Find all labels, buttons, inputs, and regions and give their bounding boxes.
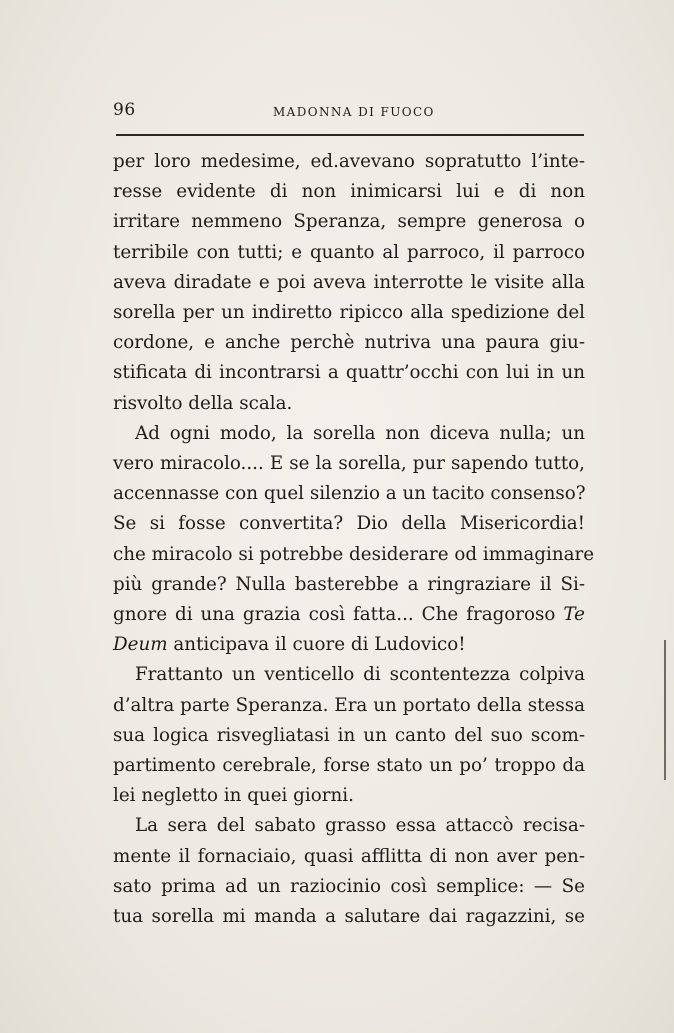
text-line: più grande? Nulla basterebbe a ringraziare il Si-	[113, 573, 585, 595]
text-line: sua logica risvegliatasi in un canto del suo scom-	[113, 724, 585, 746]
body-text	[113, 147, 595, 932]
page-edge-shadow	[664, 640, 666, 780]
running-title: MADONNA DI FUOCO	[273, 105, 435, 119]
page-number: 96	[113, 100, 136, 120]
text-line: che miracolo si potrebbe desiderare od immaginare	[113, 543, 595, 565]
header-rule	[116, 134, 584, 136]
text-line-with-italic	[113, 630, 585, 660]
text-line: tua sorella mi manda a salutare dai ragazzini, se	[113, 906, 585, 928]
text-segment: gnore di una grazia così fatta... Che fragoroso	[113, 604, 556, 626]
text-line: terribile con tutti; e quanto al parroco, il parroco	[113, 241, 585, 263]
italic-te: Te	[563, 604, 585, 626]
text-line: La sera del sabato grasso essa attaccò recisa-	[135, 815, 585, 837]
text-line: lei negletto in quei giorni.	[113, 785, 354, 807]
text-line: cordone, e anche perchè nutriva una paura giu-	[113, 332, 585, 354]
text-line: accennasse con quel silenzio a un tacito consenso?	[113, 483, 586, 505]
text-line: Se si fosse convertita? Dio della Misericordia!	[113, 513, 585, 535]
text-line: sato prima ad un raziocinio così semplice: — Se	[113, 875, 585, 897]
text-line: d’altra parte Speranza. Era un portato della stessa	[113, 694, 585, 716]
text-line: aveva diradate e poi aveva interrotte le visite alla	[113, 271, 585, 293]
text-line: irritare nemmeno Speranza, sempre generosa o	[113, 211, 585, 233]
text-segment: anticipava il cuore di Ludovico!	[173, 634, 466, 656]
page-header	[113, 100, 583, 124]
text-line: Frattanto un venticello di scontentezza colpiva	[135, 664, 585, 686]
text-line: partimento cerebrale, forse stato un po’ troppo da	[113, 755, 585, 777]
text-line: Ad ogni modo, la sorella non diceva nulla; un	[135, 422, 585, 444]
text-line: per loro medesime, ed.avevano sopratutto l’inte-	[113, 151, 585, 172]
text-line: stificata di incontrarsi a quattr’occhi con lui in un	[113, 362, 585, 384]
text-line: vero miracolo.... E se la sorella, pur sapendo tutto,	[113, 453, 585, 475]
text-line: resse evidente di non inimicarsi lui e di non	[113, 181, 585, 203]
text-line: risvolto della scala.	[113, 392, 293, 414]
text-line: mente il fornaciaio, quasi afflitta di non aver pen-	[113, 845, 585, 867]
italic-deum: Deum	[113, 634, 168, 656]
text-line: sorella per un indiretto ripicco alla spedizione del	[113, 302, 585, 324]
text-line-with-italic	[113, 600, 585, 630]
